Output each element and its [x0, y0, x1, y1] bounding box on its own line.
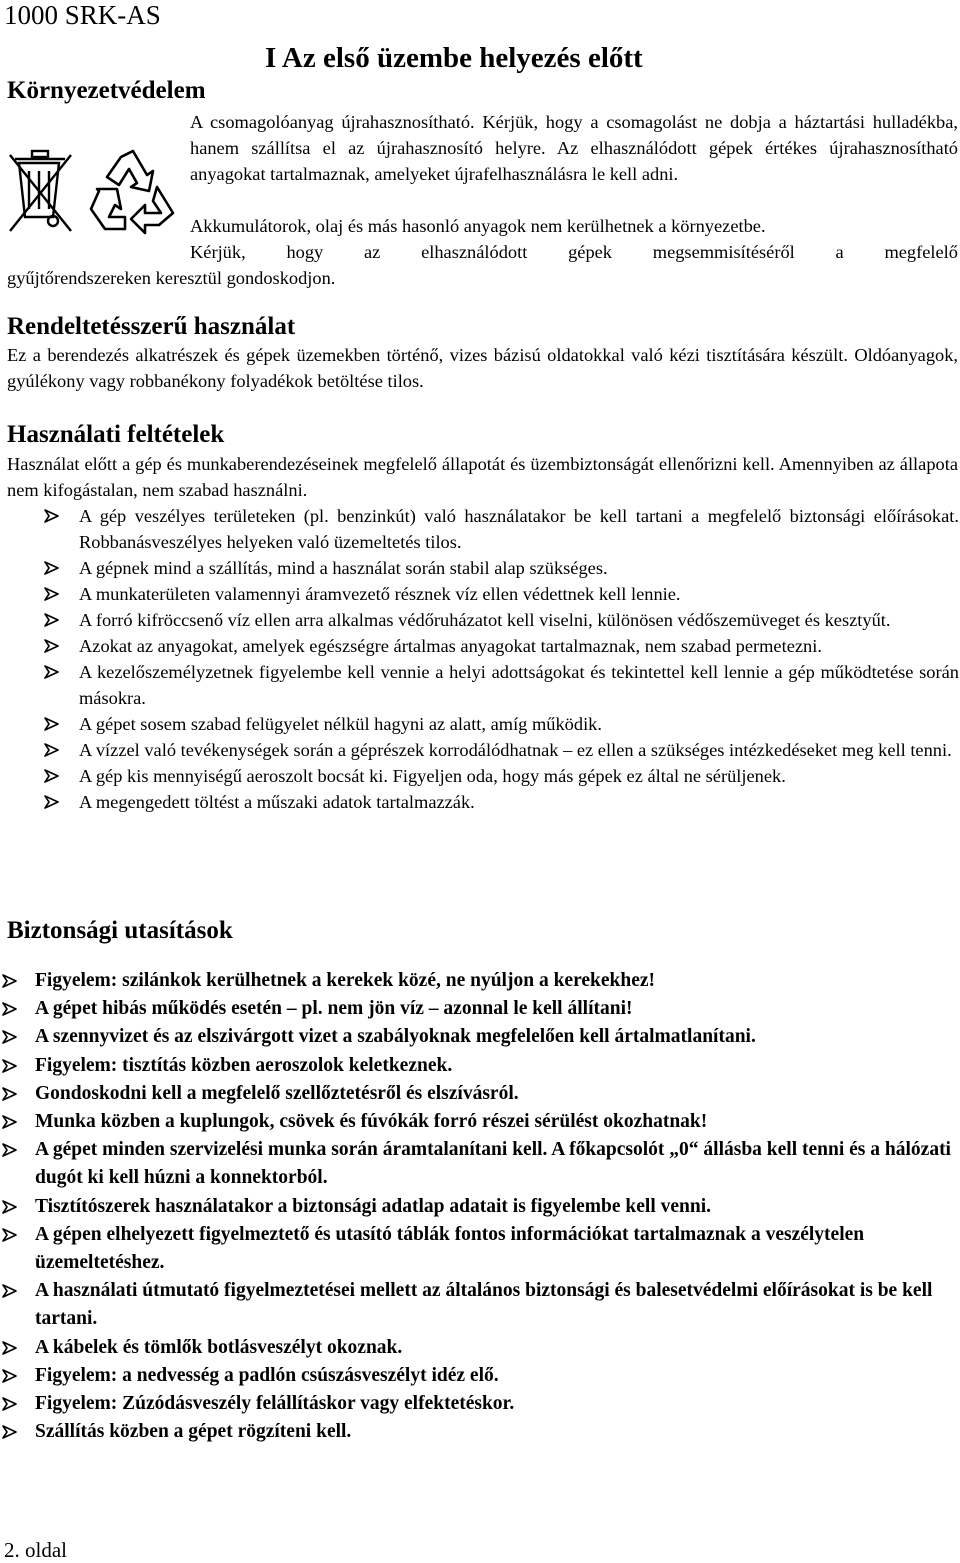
- environment-icons: [7, 147, 182, 237]
- arrow-bullet-icon: [2, 974, 17, 988]
- environment-paragraph-3-line-2: gyűjtőrendszereken keresztül gondoskodjon.: [7, 268, 336, 288]
- arrow-bullet-icon: [44, 561, 59, 575]
- conditions-list: [7, 503, 959, 815]
- list-item: [0, 1023, 958, 1051]
- list-item: [0, 995, 958, 1023]
- safety-list: [0, 967, 958, 1446]
- list-item: [0, 1362, 958, 1390]
- arrow-bullet-icon: [2, 1143, 17, 1157]
- document-header: 1000 SRK-AS: [4, 0, 161, 30]
- page-number: 2. oldal: [4, 1538, 67, 1562]
- list-item-text: Figyelem: szilánkok kerülhetnek a kerekek közé, ne nyúljon a kerekekhez!: [35, 970, 656, 991]
- arrow-bullet-icon: [2, 1341, 17, 1355]
- list-item-text: Azokat az anyagokat, amelyek egészségre ártalmas anyagokat tartalmaznak, nem szabad permetezni.: [79, 636, 822, 656]
- arrow-bullet-icon: [2, 1200, 17, 1214]
- list-item-text: A gépnek mind a szállítás, mind a használat során stabil alap szükséges.: [79, 558, 608, 578]
- crossed-bin-icon: [7, 147, 77, 235]
- arrow-bullet-icon: [2, 1284, 17, 1298]
- list-item: [0, 1277, 958, 1333]
- arrow-bullet-icon: [44, 587, 59, 601]
- list-item-text: A használati útmutató figyelmeztetései mellett az általános biztonsági és balesetvédelmi előírásokat is be kell tartani.: [35, 1280, 933, 1330]
- arrow-bullet-icon: [2, 1228, 17, 1242]
- list-item-text: Szállítás közben a gépet rögzíteni kell.: [35, 1421, 352, 1443]
- list-item: [0, 1193, 958, 1221]
- list-item: [0, 1418, 958, 1446]
- arrow-bullet-icon: [44, 717, 59, 731]
- list-item-text: Figyelem: Zúzódásveszély felállításkor vagy elfektetéskor.: [35, 1393, 515, 1415]
- environment-paragraph-2: Akkumulátorok, olaj és más hasonló anyagok nem kerülhetnek a környezetbe.: [190, 216, 766, 236]
- list-item-text: Tisztítószerek használatakor a biztonsági adatlap adatait is figyelembe kell venni.: [35, 1195, 712, 1217]
- list-item-text: A vízzel való tevékenységek során a gépré​szek korrodálódhatnak – ez ellen a szükséges intézkedéseket meg kell tenni.: [79, 740, 952, 760]
- environment-paragraph-3-line-1: Kérjük, hogy az elhasználódott gépek megsemmisítéséről a megfelelő: [190, 242, 958, 262]
- list-item: [0, 1136, 958, 1192]
- arrow-bullet-icon: [44, 743, 59, 757]
- arrow-bullet-icon: [2, 1115, 17, 1129]
- list-item-text: A megengedett töltést a műszaki adatok tartalmazzák.: [79, 792, 475, 812]
- arrow-bullet-icon: [44, 769, 59, 783]
- list-item: [0, 1390, 958, 1418]
- arrow-bullet-icon: [2, 1425, 17, 1439]
- list-item-text: A szennyvizet és az elszivárgott vizet a szabályoknak megfelelően kell ártalmatlanítani.: [35, 1026, 756, 1048]
- conditions-heading: Használati feltételek: [7, 421, 225, 448]
- arrow-bullet-icon: [2, 1059, 17, 1073]
- list-item-text: A munkaterületen valamennyi áramvezető résznek víz ellen védettnek kell lennie.: [79, 584, 681, 604]
- list-item: [0, 1108, 958, 1136]
- recycle-icon: [87, 147, 179, 235]
- list-item-text: A gép veszélyes területeken (pl. benzinkút) való használatakor be kell tartani a megfelelő biztonsági előírásokat. Robbanásveszélyes helyeken való üzemeltetés tilos.: [79, 506, 959, 552]
- list-item-text: Figyelem: tisztítás közben aeroszolok keletkeznek.: [35, 1054, 453, 1076]
- list-item-text: Figyelem: a nedvesség a padlón csúszásveszélyt idéz elő.: [35, 1364, 499, 1386]
- list-item: [7, 581, 959, 607]
- list-item: [0, 1334, 958, 1362]
- list-item-text: A gépet minden szervizelési munka során áramtalanítani kell. A főkapcsolót „0“ állásba kell tenni és a hálózati dugót ki kell húzni a konnektorból.: [35, 1139, 951, 1189]
- list-item: [7, 789, 959, 815]
- list-item: [7, 737, 959, 763]
- list-item-text: Munka közben a kuplungok, csövek és fúvókák forró részei sérülést okozhatnak!: [35, 1111, 708, 1133]
- list-item: [7, 633, 959, 659]
- list-item: [7, 711, 959, 737]
- list-item: [7, 659, 959, 711]
- arrow-bullet-icon: [2, 1369, 17, 1383]
- intended-use-heading: Rendeltetésszerű használat: [7, 313, 296, 340]
- arrow-bullet-icon: [44, 509, 59, 523]
- arrow-bullet-icon: [44, 795, 59, 809]
- list-item-text: A kezelőszemélyzetnek figyelembe kell vennie a helyi adottságokat és tekintettel kell lennie a gép működtetése során másokra.: [79, 662, 959, 708]
- list-item-text: A forró kifröccsenő víz ellen arra alkalmas védőruházatot kell viselni, különösen védőszemüveget és kesztyűt.: [79, 610, 891, 630]
- list-item-text: Gondoskodni kell a megfelelő szellőztetésről és elszívásról.: [35, 1082, 519, 1104]
- conditions-intro: Használat előtt a gép és munkaberendezéseinek megfelelő állapotát és üzembiztonságát ellenőrizni kell. Amennyiben az állapota nem kifogástalan, nem szabad használni.: [7, 454, 958, 500]
- safety-heading: Biztonsági utasítások: [7, 917, 233, 944]
- arrow-bullet-icon: [2, 1002, 17, 1016]
- list-item: [0, 1052, 958, 1080]
- list-item: [0, 1080, 958, 1108]
- arrow-bullet-icon: [2, 1397, 17, 1411]
- arrow-bullet-icon: [44, 639, 59, 653]
- list-item: [0, 967, 958, 995]
- arrow-bullet-icon: [2, 1087, 17, 1101]
- list-item: [7, 503, 959, 555]
- list-item-text: A gépen elhelyezett figyelmeztető és utasító táblák fontos információkat tartalmaznak a veszélytelen üzemeltetéshez.: [35, 1223, 865, 1274]
- list-item: [7, 763, 959, 789]
- list-item-text: A gépet sosem szabad felügyelet nélkül hagyni az alatt, amíg működik.: [79, 714, 602, 734]
- main-title: I Az első üzembe helyezés előtt: [265, 42, 643, 74]
- arrow-bullet-icon: [2, 1030, 17, 1044]
- list-item-text: A gép kis mennyiségű aeroszolt bocsát ki. Figyeljen oda, hogy más gépek ez által ne sérüljenek.: [79, 766, 786, 786]
- arrow-bullet-icon: [44, 665, 59, 679]
- list-item-text: A kábelek és tömlők botlásveszélyt okoznak.: [35, 1336, 403, 1358]
- list-item: [7, 555, 959, 581]
- environment-heading: Környezetvédelem: [7, 77, 206, 104]
- list-item: [0, 1221, 958, 1277]
- list-item-text: A gépet hibás működés esetén – pl. nem jön víz – azonnal le kell állítani!: [35, 998, 633, 1020]
- environment-paragraph-1: A csomagolóanyag újrahasznosítható. Kérjük, hogy a csomagolást ne dobja a háztartási hulladékba, hanem szállítsa el az újrahasznosító helyre. Az elhasználódott gépek értékes újrahasznosítható anyagokat tartalmaznak, amelyeket újrafelhasználásra le kell adni.: [190, 112, 958, 184]
- arrow-bullet-icon: [44, 613, 59, 627]
- list-item: [7, 607, 959, 633]
- intended-use-text: Ez a berendezés alkatrészek és gépek üzemekben történő, vizes bázisú oldatokkal való kézi tisztítására készült. Oldóanyagok, gyúlékony vagy robbanékony folyadékok betöltése tilos.: [7, 345, 958, 391]
